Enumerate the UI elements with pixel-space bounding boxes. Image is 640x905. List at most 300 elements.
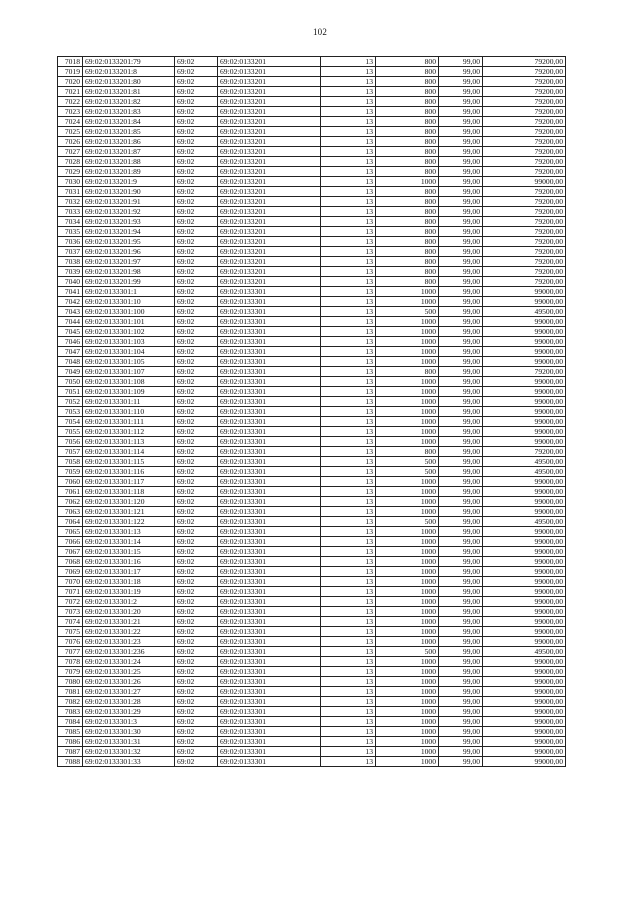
cadastral-quarter-cell: 69:02:0133301 bbox=[218, 507, 321, 517]
cadastral-quarter-cell: 69:02:0133201 bbox=[218, 157, 321, 167]
region-code-cell: 69:02 bbox=[175, 177, 218, 187]
sum-value-cell: 99000,00 bbox=[483, 737, 566, 747]
cadastral-quarter-cell: 69:02:0133301 bbox=[218, 297, 321, 307]
sum-value-cell: 79200,00 bbox=[483, 67, 566, 77]
cadastral-number-cell: 69:02:0133201:96 bbox=[83, 247, 175, 257]
sum-value-cell: 79200,00 bbox=[483, 167, 566, 177]
cadastral-quarter-cell: 69:02:0133201 bbox=[218, 57, 321, 67]
cadastral-quarter-cell: 69:02:0133301 bbox=[218, 457, 321, 467]
row-number-cell: 7030 bbox=[58, 177, 83, 187]
area-value-cell: 1000 bbox=[376, 657, 439, 667]
row-number-cell: 7083 bbox=[58, 707, 83, 717]
sum-value-cell: 99000,00 bbox=[483, 667, 566, 677]
region-code-cell: 69:02 bbox=[175, 747, 218, 757]
category-code-cell: 13 bbox=[321, 597, 376, 607]
table-row bbox=[58, 557, 566, 567]
cadastral-quarter-cell: 69:02:0133301 bbox=[218, 327, 321, 337]
table-row bbox=[58, 127, 566, 137]
cadastral-quarter-cell: 69:02:0133301 bbox=[218, 537, 321, 547]
row-number-cell: 7086 bbox=[58, 737, 83, 747]
table-row bbox=[58, 167, 566, 177]
table-row bbox=[58, 517, 566, 527]
category-code-cell: 13 bbox=[321, 537, 376, 547]
cadastral-number-cell: 69:02:0133201:81 bbox=[83, 87, 175, 97]
table-row bbox=[58, 707, 566, 717]
category-code-cell: 13 bbox=[321, 177, 376, 187]
area-value-cell: 500 bbox=[376, 457, 439, 467]
cadastral-number-cell: 69:02:0133201:84 bbox=[83, 117, 175, 127]
row-number-cell: 7069 bbox=[58, 567, 83, 577]
cadastral-number-cell: 69:02:0133301:103 bbox=[83, 337, 175, 347]
cadastral-number-cell: 69:02:0133201:82 bbox=[83, 97, 175, 107]
cadastral-quarter-cell: 69:02:0133301 bbox=[218, 637, 321, 647]
rate-value-cell: 99,00 bbox=[439, 657, 483, 667]
category-code-cell: 13 bbox=[321, 187, 376, 197]
row-number-cell: 7048 bbox=[58, 357, 83, 367]
sum-value-cell: 79200,00 bbox=[483, 237, 566, 247]
area-value-cell: 800 bbox=[376, 217, 439, 227]
rate-value-cell: 99,00 bbox=[439, 537, 483, 547]
table-row bbox=[58, 407, 566, 417]
table-row bbox=[58, 577, 566, 587]
table-row bbox=[58, 277, 566, 287]
region-code-cell: 69:02 bbox=[175, 367, 218, 377]
category-code-cell: 13 bbox=[321, 57, 376, 67]
area-value-cell: 800 bbox=[376, 267, 439, 277]
rate-value-cell: 99,00 bbox=[439, 337, 483, 347]
table-row bbox=[58, 387, 566, 397]
table-row bbox=[58, 287, 566, 297]
cadastral-quarter-cell: 69:02:0133301 bbox=[218, 317, 321, 327]
sum-value-cell: 49500,00 bbox=[483, 647, 566, 657]
row-number-cell: 7041 bbox=[58, 287, 83, 297]
cadastral-quarter-cell: 69:02:0133301 bbox=[218, 397, 321, 407]
sum-value-cell: 79200,00 bbox=[483, 157, 566, 167]
sum-value-cell: 99000,00 bbox=[483, 587, 566, 597]
region-code-cell: 69:02 bbox=[175, 97, 218, 107]
table-row bbox=[58, 467, 566, 477]
table-row bbox=[58, 67, 566, 77]
rate-value-cell: 99,00 bbox=[439, 727, 483, 737]
row-number-cell: 7018 bbox=[58, 57, 83, 67]
category-code-cell: 13 bbox=[321, 217, 376, 227]
row-number-cell: 7085 bbox=[58, 727, 83, 737]
table-row bbox=[58, 237, 566, 247]
category-code-cell: 13 bbox=[321, 717, 376, 727]
cadastral-quarter-cell: 69:02:0133301 bbox=[218, 687, 321, 697]
table-row bbox=[58, 97, 566, 107]
cadastral-quarter-cell: 69:02:0133201 bbox=[218, 207, 321, 217]
row-number-cell: 7037 bbox=[58, 247, 83, 257]
area-value-cell: 1000 bbox=[376, 557, 439, 567]
cadastral-number-cell: 69:02:0133301:2 bbox=[83, 597, 175, 607]
area-value-cell: 800 bbox=[376, 67, 439, 77]
category-code-cell: 13 bbox=[321, 267, 376, 277]
cadastral-quarter-cell: 69:02:0133301 bbox=[218, 727, 321, 737]
row-number-cell: 7056 bbox=[58, 437, 83, 447]
region-code-cell: 69:02 bbox=[175, 217, 218, 227]
rate-value-cell: 99,00 bbox=[439, 587, 483, 597]
area-value-cell: 1000 bbox=[376, 397, 439, 407]
row-number-cell: 7063 bbox=[58, 507, 83, 517]
sum-value-cell: 99000,00 bbox=[483, 637, 566, 647]
category-code-cell: 13 bbox=[321, 577, 376, 587]
row-number-cell: 7022 bbox=[58, 97, 83, 107]
area-value-cell: 1000 bbox=[376, 567, 439, 577]
cadastral-quarter-cell: 69:02:0133301 bbox=[218, 427, 321, 437]
area-value-cell: 1000 bbox=[376, 177, 439, 187]
sum-value-cell: 79200,00 bbox=[483, 367, 566, 377]
table-row bbox=[58, 137, 566, 147]
region-code-cell: 69:02 bbox=[175, 487, 218, 497]
cadastral-quarter-cell: 69:02:0133201 bbox=[218, 187, 321, 197]
sum-value-cell: 99000,00 bbox=[483, 397, 566, 407]
sum-value-cell: 99000,00 bbox=[483, 347, 566, 357]
region-code-cell: 69:02 bbox=[175, 727, 218, 737]
area-value-cell: 800 bbox=[376, 237, 439, 247]
cadastral-quarter-cell: 69:02:0133301 bbox=[218, 377, 321, 387]
cadastral-quarter-cell: 69:02:0133301 bbox=[218, 357, 321, 367]
region-code-cell: 69:02 bbox=[175, 347, 218, 357]
table-row bbox=[58, 257, 566, 267]
cadastral-number-cell: 69:02:0133301:25 bbox=[83, 667, 175, 677]
cadastral-number-cell: 69:02:0133301:121 bbox=[83, 507, 175, 517]
region-code-cell: 69:02 bbox=[175, 537, 218, 547]
cadastral-number-cell: 69:02:0133301:116 bbox=[83, 467, 175, 477]
cadastral-number-cell: 69:02:0133301:13 bbox=[83, 527, 175, 537]
cadastral-quarter-cell: 69:02:0133301 bbox=[218, 587, 321, 597]
table-row bbox=[58, 307, 566, 317]
cadastral-quarter-cell: 69:02:0133201 bbox=[218, 77, 321, 87]
cadastral-quarter-cell: 69:02:0133301 bbox=[218, 477, 321, 487]
area-value-cell: 1000 bbox=[376, 607, 439, 617]
table-row bbox=[58, 487, 566, 497]
category-code-cell: 13 bbox=[321, 407, 376, 417]
area-value-cell: 800 bbox=[376, 447, 439, 457]
cadastral-quarter-cell: 69:02:0133201 bbox=[218, 107, 321, 117]
sum-value-cell: 79200,00 bbox=[483, 267, 566, 277]
sum-value-cell: 99000,00 bbox=[483, 437, 566, 447]
area-value-cell: 1000 bbox=[376, 297, 439, 307]
cadastral-quarter-cell: 69:02:0133301 bbox=[218, 627, 321, 637]
category-code-cell: 13 bbox=[321, 607, 376, 617]
row-number-cell: 7040 bbox=[58, 277, 83, 287]
row-number-cell: 7064 bbox=[58, 517, 83, 527]
sum-value-cell: 99000,00 bbox=[483, 507, 566, 517]
rate-value-cell: 99,00 bbox=[439, 377, 483, 387]
category-code-cell: 13 bbox=[321, 517, 376, 527]
area-value-cell: 1000 bbox=[376, 437, 439, 447]
rate-value-cell: 99,00 bbox=[439, 527, 483, 537]
sum-value-cell: 79200,00 bbox=[483, 77, 566, 87]
region-code-cell: 69:02 bbox=[175, 707, 218, 717]
region-code-cell: 69:02 bbox=[175, 167, 218, 177]
region-code-cell: 69:02 bbox=[175, 117, 218, 127]
row-number-cell: 7044 bbox=[58, 317, 83, 327]
row-number-cell: 7058 bbox=[58, 457, 83, 467]
rate-value-cell: 99,00 bbox=[439, 467, 483, 477]
region-code-cell: 69:02 bbox=[175, 427, 218, 437]
area-value-cell: 1000 bbox=[376, 757, 439, 767]
category-code-cell: 13 bbox=[321, 287, 376, 297]
row-number-cell: 7055 bbox=[58, 427, 83, 437]
category-code-cell: 13 bbox=[321, 377, 376, 387]
sum-value-cell: 99000,00 bbox=[483, 337, 566, 347]
cadastral-quarter-cell: 69:02:0133301 bbox=[218, 557, 321, 567]
cadastral-number-cell: 69:02:0133301:112 bbox=[83, 427, 175, 437]
rate-value-cell: 99,00 bbox=[439, 477, 483, 487]
table-row bbox=[58, 607, 566, 617]
cadastral-quarter-cell: 69:02:0133201 bbox=[218, 87, 321, 97]
category-code-cell: 13 bbox=[321, 627, 376, 637]
table-row bbox=[58, 377, 566, 387]
table-row bbox=[58, 737, 566, 747]
table-row bbox=[58, 317, 566, 327]
cadastral-number-cell: 69:02:0133301:102 bbox=[83, 327, 175, 337]
cadastral-number-cell: 69:02:0133301:18 bbox=[83, 577, 175, 587]
category-code-cell: 13 bbox=[321, 387, 376, 397]
row-number-cell: 7070 bbox=[58, 577, 83, 587]
sum-value-cell: 99000,00 bbox=[483, 387, 566, 397]
category-code-cell: 13 bbox=[321, 117, 376, 127]
area-value-cell: 800 bbox=[376, 227, 439, 237]
table-row bbox=[58, 397, 566, 407]
land-plot-table bbox=[57, 56, 566, 767]
sum-value-cell: 99000,00 bbox=[483, 327, 566, 337]
sum-value-cell: 99000,00 bbox=[483, 627, 566, 637]
row-number-cell: 7054 bbox=[58, 417, 83, 427]
area-value-cell: 500 bbox=[376, 307, 439, 317]
category-code-cell: 13 bbox=[321, 227, 376, 237]
region-code-cell: 69:02 bbox=[175, 127, 218, 137]
row-number-cell: 7047 bbox=[58, 347, 83, 357]
area-value-cell: 800 bbox=[376, 167, 439, 177]
row-number-cell: 7038 bbox=[58, 257, 83, 267]
category-code-cell: 13 bbox=[321, 437, 376, 447]
cadastral-number-cell: 69:02:0133201:93 bbox=[83, 217, 175, 227]
region-code-cell: 69:02 bbox=[175, 717, 218, 727]
cadastral-number-cell: 69:02:0133301:23 bbox=[83, 637, 175, 647]
table-row bbox=[58, 617, 566, 627]
cadastral-number-cell: 69:02:0133201:9 bbox=[83, 177, 175, 187]
row-number-cell: 7050 bbox=[58, 377, 83, 387]
table-row bbox=[58, 227, 566, 237]
table-row bbox=[58, 657, 566, 667]
row-number-cell: 7026 bbox=[58, 137, 83, 147]
region-code-cell: 69:02 bbox=[175, 207, 218, 217]
category-code-cell: 13 bbox=[321, 277, 376, 287]
region-code-cell: 69:02 bbox=[175, 327, 218, 337]
cadastral-number-cell: 69:02:0133201:83 bbox=[83, 107, 175, 117]
sum-value-cell: 79200,00 bbox=[483, 217, 566, 227]
cadastral-number-cell: 69:02:0133201:79 bbox=[83, 57, 175, 67]
region-code-cell: 69:02 bbox=[175, 517, 218, 527]
table-row bbox=[58, 747, 566, 757]
cadastral-number-cell: 69:02:0133301:108 bbox=[83, 377, 175, 387]
region-code-cell: 69:02 bbox=[175, 507, 218, 517]
cadastral-quarter-cell: 69:02:0133201 bbox=[218, 167, 321, 177]
category-code-cell: 13 bbox=[321, 567, 376, 577]
row-number-cell: 7036 bbox=[58, 237, 83, 247]
area-value-cell: 800 bbox=[376, 127, 439, 137]
category-code-cell: 13 bbox=[321, 127, 376, 137]
cadastral-quarter-cell: 69:02:0133301 bbox=[218, 337, 321, 347]
cadastral-number-cell: 69:02:0133301:10 bbox=[83, 297, 175, 307]
rate-value-cell: 99,00 bbox=[439, 507, 483, 517]
rate-value-cell: 99,00 bbox=[439, 237, 483, 247]
sum-value-cell: 99000,00 bbox=[483, 487, 566, 497]
rate-value-cell: 99,00 bbox=[439, 547, 483, 557]
region-code-cell: 69:02 bbox=[175, 617, 218, 627]
page-number: 102 bbox=[312, 27, 328, 37]
category-code-cell: 13 bbox=[321, 417, 376, 427]
rate-value-cell: 99,00 bbox=[439, 567, 483, 577]
rate-value-cell: 99,00 bbox=[439, 77, 483, 87]
cadastral-number-cell: 69:02:0133301:100 bbox=[83, 307, 175, 317]
sum-value-cell: 99000,00 bbox=[483, 677, 566, 687]
rate-value-cell: 99,00 bbox=[439, 87, 483, 97]
cadastral-number-cell: 69:02:0133301:120 bbox=[83, 497, 175, 507]
row-number-cell: 7059 bbox=[58, 467, 83, 477]
table-row bbox=[58, 217, 566, 227]
cadastral-number-cell: 69:02:0133301:122 bbox=[83, 517, 175, 527]
rate-value-cell: 99,00 bbox=[439, 417, 483, 427]
cadastral-number-cell: 69:02:0133201:98 bbox=[83, 267, 175, 277]
cadastral-quarter-cell: 69:02:0133201 bbox=[218, 67, 321, 77]
rate-value-cell: 99,00 bbox=[439, 67, 483, 77]
rate-value-cell: 99,00 bbox=[439, 627, 483, 637]
area-value-cell: 1000 bbox=[376, 577, 439, 587]
cadastral-number-cell: 69:02:0133301:3 bbox=[83, 717, 175, 727]
category-code-cell: 13 bbox=[321, 637, 376, 647]
sum-value-cell: 99000,00 bbox=[483, 687, 566, 697]
sum-value-cell: 79200,00 bbox=[483, 147, 566, 157]
area-value-cell: 500 bbox=[376, 647, 439, 657]
table-row bbox=[58, 687, 566, 697]
area-value-cell: 800 bbox=[376, 247, 439, 257]
table-body bbox=[58, 57, 566, 767]
category-code-cell: 13 bbox=[321, 617, 376, 627]
cadastral-number-cell: 69:02:0133201:87 bbox=[83, 147, 175, 157]
area-value-cell: 1000 bbox=[376, 327, 439, 337]
sum-value-cell: 79200,00 bbox=[483, 57, 566, 67]
table-row bbox=[58, 107, 566, 117]
row-number-cell: 7074 bbox=[58, 617, 83, 627]
area-value-cell: 500 bbox=[376, 517, 439, 527]
region-code-cell: 69:02 bbox=[175, 527, 218, 537]
cadastral-number-cell: 69:02:0133301:15 bbox=[83, 547, 175, 557]
sum-value-cell: 79200,00 bbox=[483, 107, 566, 117]
sum-value-cell: 79200,00 bbox=[483, 117, 566, 127]
region-code-cell: 69:02 bbox=[175, 197, 218, 207]
category-code-cell: 13 bbox=[321, 507, 376, 517]
rate-value-cell: 99,00 bbox=[439, 737, 483, 747]
cadastral-number-cell: 69:02:0133301:19 bbox=[83, 587, 175, 597]
cadastral-number-cell: 69:02:0133201:97 bbox=[83, 257, 175, 267]
region-code-cell: 69:02 bbox=[175, 577, 218, 587]
cadastral-quarter-cell: 69:02:0133301 bbox=[218, 607, 321, 617]
cadastral-number-cell: 69:02:0133301:29 bbox=[83, 707, 175, 717]
table-row bbox=[58, 187, 566, 197]
table-row bbox=[58, 87, 566, 97]
rate-value-cell: 99,00 bbox=[439, 597, 483, 607]
rate-value-cell: 99,00 bbox=[439, 457, 483, 467]
sum-value-cell: 79200,00 bbox=[483, 207, 566, 217]
area-value-cell: 800 bbox=[376, 257, 439, 267]
area-value-cell: 1000 bbox=[376, 727, 439, 737]
rate-value-cell: 99,00 bbox=[439, 267, 483, 277]
rate-value-cell: 99,00 bbox=[439, 407, 483, 417]
row-number-cell: 7065 bbox=[58, 527, 83, 537]
category-code-cell: 13 bbox=[321, 727, 376, 737]
rate-value-cell: 99,00 bbox=[439, 157, 483, 167]
table-row bbox=[58, 77, 566, 87]
region-code-cell: 69:02 bbox=[175, 667, 218, 677]
row-number-cell: 7075 bbox=[58, 627, 83, 637]
cadastral-number-cell: 69:02:0133301:110 bbox=[83, 407, 175, 417]
table-row bbox=[58, 327, 566, 337]
category-code-cell: 13 bbox=[321, 247, 376, 257]
rate-value-cell: 99,00 bbox=[439, 357, 483, 367]
cadastral-quarter-cell: 69:02:0133301 bbox=[218, 757, 321, 767]
region-code-cell: 69:02 bbox=[175, 357, 218, 367]
category-code-cell: 13 bbox=[321, 147, 376, 157]
cadastral-number-cell: 69:02:0133201:86 bbox=[83, 137, 175, 147]
rate-value-cell: 99,00 bbox=[439, 697, 483, 707]
rate-value-cell: 99,00 bbox=[439, 127, 483, 137]
rate-value-cell: 99,00 bbox=[439, 517, 483, 527]
rate-value-cell: 99,00 bbox=[439, 747, 483, 757]
area-value-cell: 1000 bbox=[376, 377, 439, 387]
table-row bbox=[58, 547, 566, 557]
table-row bbox=[58, 757, 566, 767]
area-value-cell: 1000 bbox=[376, 487, 439, 497]
area-value-cell: 800 bbox=[376, 77, 439, 87]
row-number-cell: 7024 bbox=[58, 117, 83, 127]
cadastral-quarter-cell: 69:02:0133201 bbox=[218, 127, 321, 137]
category-code-cell: 13 bbox=[321, 197, 376, 207]
row-number-cell: 7034 bbox=[58, 217, 83, 227]
sum-value-cell: 99000,00 bbox=[483, 717, 566, 727]
row-number-cell: 7060 bbox=[58, 477, 83, 487]
area-value-cell: 800 bbox=[376, 187, 439, 197]
category-code-cell: 13 bbox=[321, 317, 376, 327]
cadastral-quarter-cell: 69:02:0133301 bbox=[218, 287, 321, 297]
area-value-cell: 1000 bbox=[376, 497, 439, 507]
cadastral-number-cell: 69:02:0133301:101 bbox=[83, 317, 175, 327]
cadastral-quarter-cell: 69:02:0133201 bbox=[218, 197, 321, 207]
sum-value-cell: 99000,00 bbox=[483, 477, 566, 487]
area-value-cell: 1000 bbox=[376, 317, 439, 327]
row-number-cell: 7068 bbox=[58, 557, 83, 567]
area-value-cell: 800 bbox=[376, 117, 439, 127]
row-number-cell: 7046 bbox=[58, 337, 83, 347]
table-row bbox=[58, 417, 566, 427]
row-number-cell: 7080 bbox=[58, 677, 83, 687]
cadastral-quarter-cell: 69:02:0133301 bbox=[218, 667, 321, 677]
cadastral-quarter-cell: 69:02:0133201 bbox=[218, 277, 321, 287]
category-code-cell: 13 bbox=[321, 697, 376, 707]
cadastral-quarter-cell: 69:02:0133301 bbox=[218, 437, 321, 447]
category-code-cell: 13 bbox=[321, 357, 376, 367]
category-code-cell: 13 bbox=[321, 207, 376, 217]
area-value-cell: 1000 bbox=[376, 477, 439, 487]
row-number-cell: 7045 bbox=[58, 327, 83, 337]
region-code-cell: 69:02 bbox=[175, 77, 218, 87]
sum-value-cell: 99000,00 bbox=[483, 697, 566, 707]
rate-value-cell: 99,00 bbox=[439, 287, 483, 297]
cadastral-quarter-cell: 69:02:0133201 bbox=[218, 237, 321, 247]
